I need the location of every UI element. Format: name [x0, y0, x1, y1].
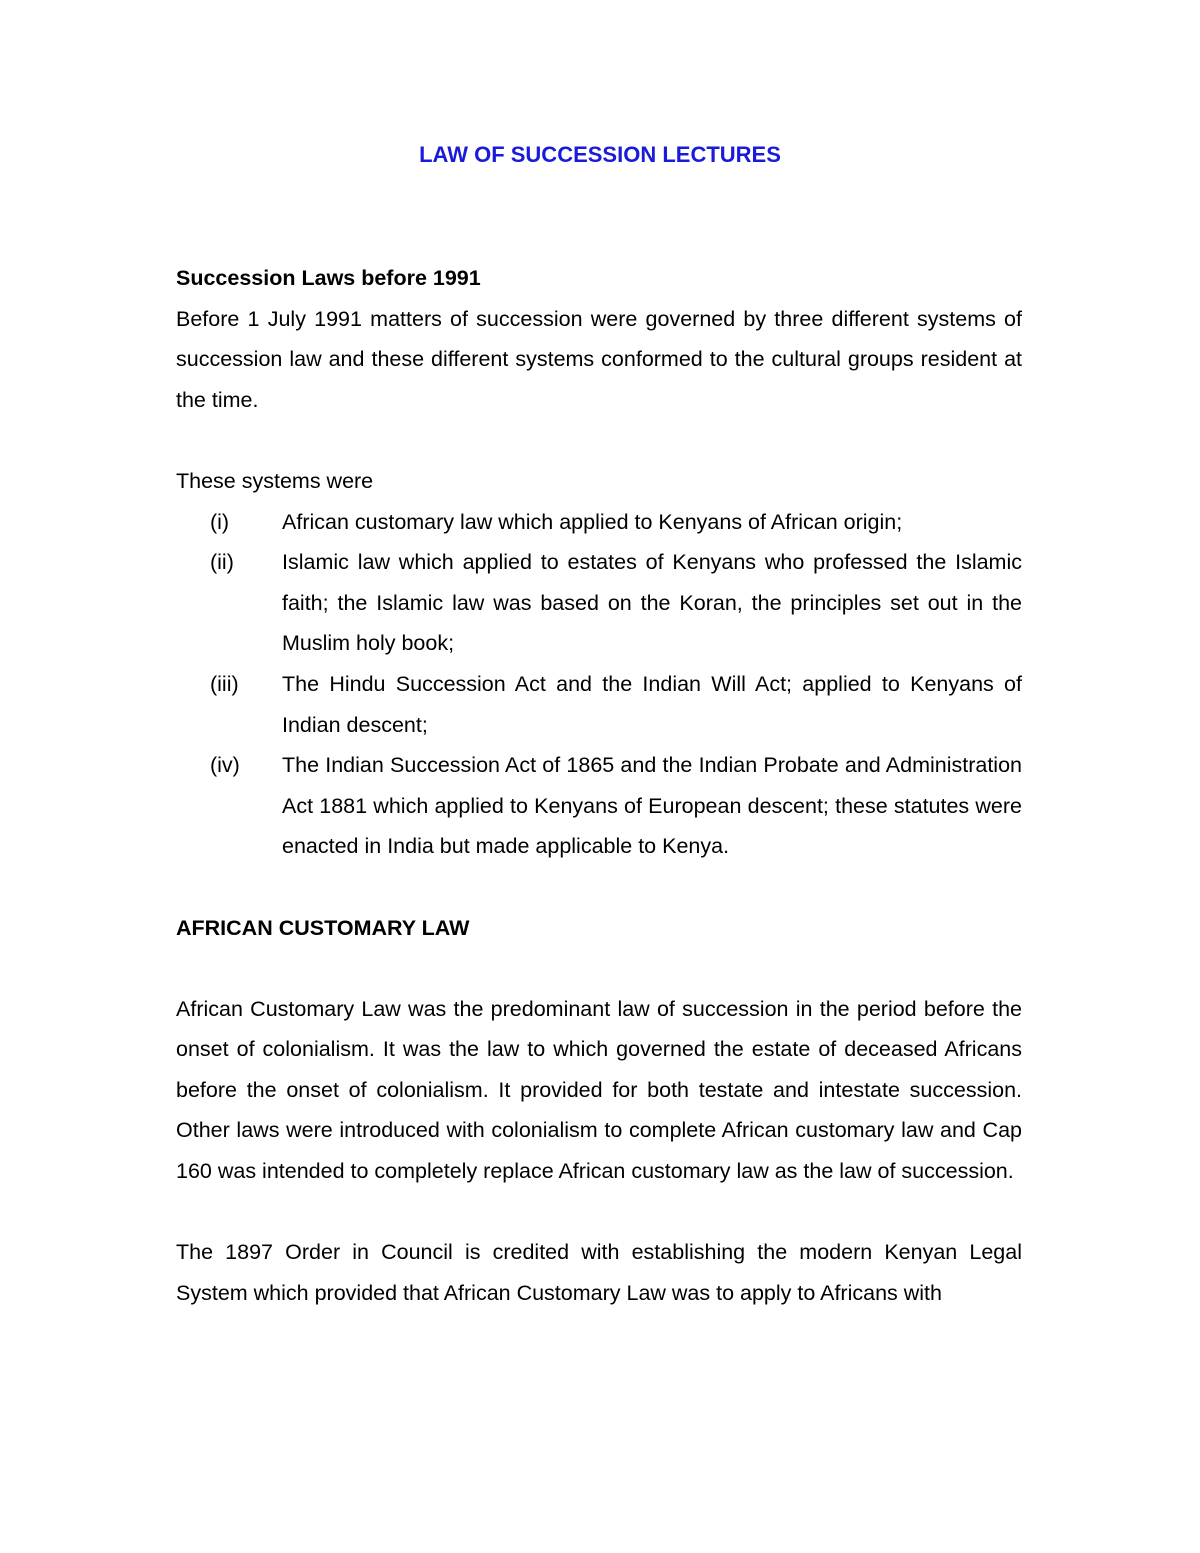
list-intro: These systems were [176, 468, 374, 493]
list-marker: (iv) [210, 753, 240, 778]
list-marker: (i) [210, 509, 230, 534]
list-marker: (ii) [210, 550, 234, 575]
list-item-text: The Hindu Succession Act and the Indian Will Act; applied to Kenyans of Indian descent; [282, 671, 1022, 737]
order-in-council-paragraph: The 1897 Order in Council is credited with establishing the modern Kenyan Legal System which provided that African Customary Law was to apply to Africans with [176, 1240, 1022, 1305]
customary-law-paragraph: African Customary Law was the predominant law of succession in the period before the onset of colonialism. It was the law to which governed the estate of deceased Africans before the onset of colonialism. It provided for both testate and intestate succession. Other laws were introduced with colonialism to complete African customary law and Cap 160 was intended to completely replace African customary law as the law of succession. [176, 996, 1022, 1184]
spacer [176, 420, 1022, 461]
list-item-text: African customary law which applied to Kenyans of African origin; [282, 509, 903, 534]
list-item-text: Islamic law which applied to estates of Kenyans who professed the Islamic faith; the Islamic law was based on the Koran, the principles set out in the Muslim holy book; [282, 550, 1022, 656]
spacer [176, 1192, 1022, 1233]
section-heading-succession-laws: Succession Laws before 1991 [176, 266, 481, 290]
list-marker: (iii) [210, 671, 239, 696]
list-item [176, 502, 1022, 543]
document-title: LAW OF SUCCESSION LECTURES [419, 142, 781, 167]
list-item [176, 542, 1022, 664]
list-item [176, 745, 1022, 867]
list-item [176, 664, 1022, 745]
spacer [176, 948, 1022, 989]
list-item-text: The Indian Succession Act of 1865 and the Indian Probate and Administration Act 1881 which applied to Kenyans of European descent; these statutes were enacted in India but made applicable to Kenya. [282, 753, 1022, 859]
systems-list [176, 502, 1022, 867]
intro-paragraph: Before 1 July 1991 matters of succession were governed by three different systems of succession law and these different systems conformed to the cultural groups resident at the time. [176, 306, 1022, 412]
spacer [176, 867, 1022, 908]
section-heading-african-customary-law: AFRICAN CUSTOMARY LAW [176, 915, 470, 940]
document-body [176, 258, 1022, 1313]
